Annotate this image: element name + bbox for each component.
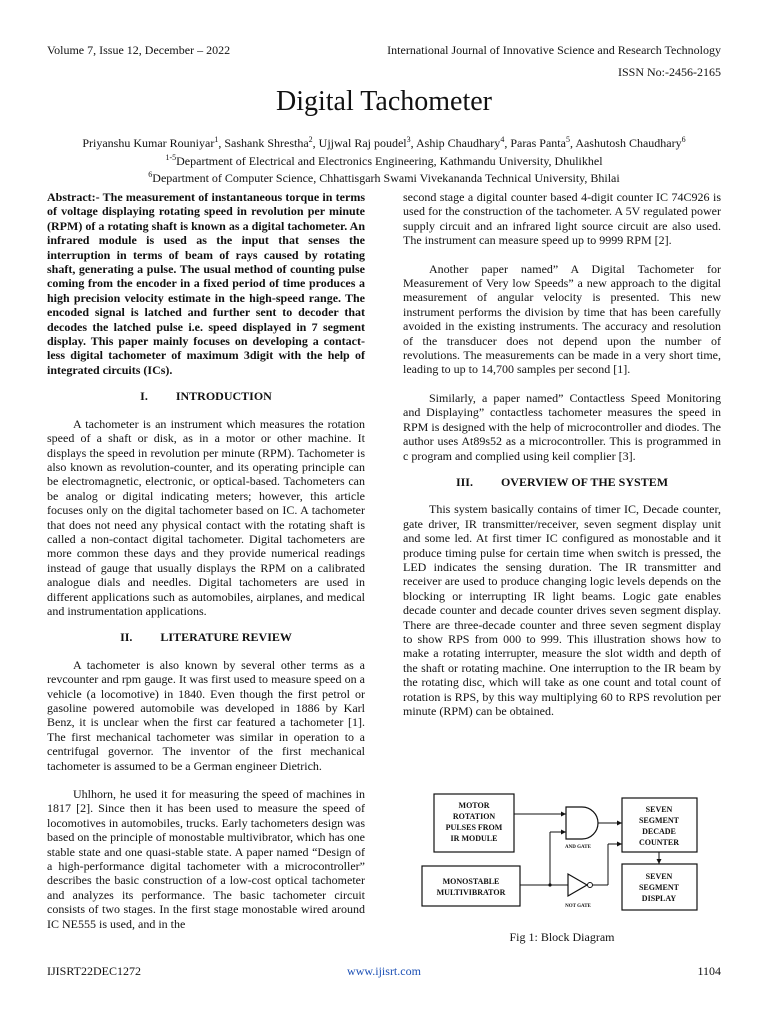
literature-paragraph-1: A tachometer is also known by several other terms as a revcounter and rpm gauge. It was first used to measure speed on a vehicle (a locomotive) in 1840. Even though the first petrol or gasoline powered automobile was developed in 1886 by Karl Benz, it is unclear when the first car featured a tachometer [1]. The first mechanical tachometer was similar in operation to a centrifugal governor. The inventor of the first mechanical tachometer is assumed to be a German engineer Dietrich. xyxy=(47,657,365,773)
svg-text:DISPLAY: DISPLAY xyxy=(641,894,677,903)
section-heading-overview: III. OVERVIEW OF THE SYSTEM xyxy=(455,474,669,489)
author-name: Aship Chaudhary xyxy=(415,136,501,150)
author-name: Sashank Shrestha xyxy=(224,136,309,150)
footer-paper-id: IJISRT22DEC1272 xyxy=(47,964,141,978)
author-name: Ujjwal Raj poudel xyxy=(318,136,407,150)
intro-paragraph: A tachometer is an instrument which measures the rotation speed of a shaft or disk, as in a motor or other machine. It displays the speed in revolution per minute (RPM). Tachometer is also known as revolution-counter, and its operating principle can be electromagnetic, electronic, or optical-based. Tachometers can be analog or digital indicating meters; however, this article focuses only on the digital tachometer based on IC. A tachometer that does not need any physical contact with the rotating shaft is called a non-contact digital tachometer. Digital tachometers are more common these days and they provide numerical readings instead of gauge that usually displays the RPM on a calibrated analogue dials and needles. Digital tachometers are used in different applications such as automobiles, airplanes, and medical and instrumentation applications. xyxy=(47,416,365,618)
author-name: Priyanshu Kumar Rouniyar xyxy=(82,136,215,150)
left-column xyxy=(47,190,365,931)
svg-text:AND GATE: AND GATE xyxy=(565,845,591,850)
abstract: Abstract:- The measurement of instantaneous torque in terms of voltage displaying rotating speed in revolution per minute (RPM) of a rotating shaft is known as a digital tachometer. An infrared module is used as the input that senses the interruption in terms of beam of rays caused by rotating shaft, generating a pulse. The usual method of counting pulse coming from the encoder in a fixed period of time produces a high precision velocity estimate in the high-speed range. The encoded signal is latched and further sent to decoder that decodes the latched pulse i.e. speed displayed in 7 segment display. This paper mainly focuses on developing a contact-less digital tachometer of maximum 3digit with the help of integrated circuits (ICs). xyxy=(47,190,365,377)
affiliation-2: $^6$Department of Computer Science, Chhattisgarh Swami Vivekananda Technical University, Bhilai xyxy=(148,170,620,185)
volume-info: Volume 7, Issue 12, December – 2022 xyxy=(47,43,231,57)
block-diagram-svg xyxy=(410,784,710,919)
and-gate-icon xyxy=(566,807,598,839)
journal-name: International Journal of Innovative Science and Research Technology xyxy=(387,43,721,57)
right-column xyxy=(403,190,721,718)
block-diagram xyxy=(410,784,710,919)
not-gate-icon xyxy=(568,874,587,896)
svg-text:MULTIVIBRATOR: MULTIVIBRATOR xyxy=(436,888,506,897)
literature-paragraph-3: Another paper named” A Digital Tachometer for Measurement of Very low Speeds” a new approach to the digital measurement of angular velocity is presented. This new instrument performs the division by time that has been carefully avoided in the existing instruments. The accuracy and resolution of the transducer does not depend upon the number of revolutions. The measurements can be made in a very short time, leading to up to 14,700 samples per second [1]. xyxy=(403,261,721,377)
svg-text:IR MODULE: IR MODULE xyxy=(450,834,498,843)
svg-text:SEVEN: SEVEN xyxy=(645,805,673,814)
literature-paragraph-4: Similarly, a paper named” Contactless Speed Monitoring and Displaying” contactless tachometer measures the speed in RPM is designed with the help of microcontroller and diodes. The author uses At89s52 as a microcontroller. This is programmed in c program and complied using keil complier [3]. xyxy=(403,390,721,463)
svg-text:SEGMENT: SEGMENT xyxy=(638,883,680,892)
svg-text:DECADE: DECADE xyxy=(642,827,676,836)
literature-paragraph-2: Uhlhorn, he used it for measuring the speed of machines in 1817 [2]. Since then it has been used to measure the speed of locomotives in automobiles, trucks. Early tachometers design was based on the principle of monostable multivibrator, which has one stable state and one quasi-stable state. A paper named “Design of a high-performance digital tachometer with a microcontroller” describes the basic construction of a low-cost optical tachometer and analyzes its performance. The basic tachometer circuit consists of two stages. In the first stage monostable wired around IC NE555 is used, and in the xyxy=(47,787,365,931)
overview-paragraph: This system basically contains of timer IC, Decade counter, gate driver, IR transmitter/receiver, seven segment display unit and some led. At first timer IC configured as monostable and it produce timing pulse for certain time when switch is pressed, the LED indicates the sensing duration. The IR transmitter and receiver are used to produce changing logic levels depends on the blocking or interrupting IR light beams. Logic gate enables decade counter and decade counter drives seven segment display. There are three-decade counter and three seven segment display to show RPS from 000 to 999. This illustration shows how to make a rotating interrupter, measure the slot width and depth of the shaft or rotating machine. One interruption to the IR beam by the rotating disc, which will take as one count and total count of rotation is RPS, by this way multiplying 60 to RPS revolution per minute (RPM) can be obtained. xyxy=(403,502,721,718)
page-number: 1104 xyxy=(697,964,721,978)
svg-text:NOT GATE: NOT GATE xyxy=(565,904,591,909)
svg-text:PULSES FROM: PULSES FROM xyxy=(445,823,503,832)
figure-caption: Fig 1: Block Diagram xyxy=(509,930,615,944)
literature-paragraph-2-continued: second stage a digital counter based 4-digit counter IC 74C926 is used for the construction of the tachometer. A 5V regulated power supply circuit and an infrared light source circuit are also used. The instrument can measure speed up to 9999 RPM [2]. xyxy=(403,190,721,248)
svg-text:COUNTER: COUNTER xyxy=(638,838,680,847)
svg-text:SEVEN: SEVEN xyxy=(645,872,673,881)
svg-text:MONOSTABLE: MONOSTABLE xyxy=(442,877,500,886)
issn: ISSN No:-2456-2165 xyxy=(617,65,721,79)
author-name: Aashutosh Chaudhary xyxy=(575,136,682,150)
svg-text:MOTOR: MOTOR xyxy=(458,801,490,810)
author-block xyxy=(30,133,738,186)
author-name: Paras Panta xyxy=(510,136,566,150)
footer-website-link[interactable]: www.ijisrt.com xyxy=(347,964,421,978)
author-list: Priyanshu Kumar Rouniyar$^1$, Sashank Shrestha$^2$, Ujjwal Raj poudel$^3$, Aship Chaudhary$^4$, Paras Panta$^5$, Aashutosh Chaudhary$^6$ xyxy=(82,135,686,150)
svg-text:SEGMENT: SEGMENT xyxy=(638,816,680,825)
section-heading-introduction: I. INTRODUCTION xyxy=(140,389,272,404)
svg-text:ROTATION: ROTATION xyxy=(452,812,496,821)
paper-title: Digital Tachometer xyxy=(275,86,492,117)
section-heading-literature-review: II. LITERATURE REVIEW xyxy=(120,630,292,645)
affiliation-1: $^{1-5}$Department of Electrical and Electronics Engineering, Kathmandu University, Dhulikhel xyxy=(165,152,603,168)
monostable-block xyxy=(422,866,520,906)
